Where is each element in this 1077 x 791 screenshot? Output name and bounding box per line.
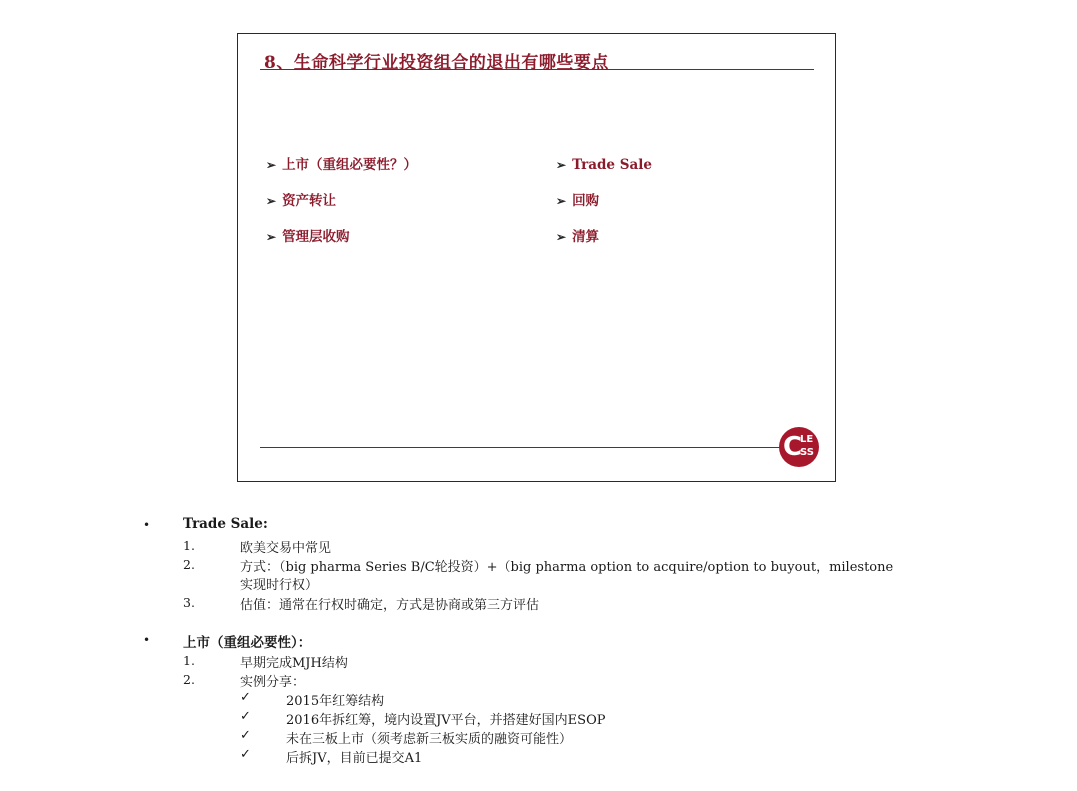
right-bullet-list	[556, 154, 652, 262]
slide-bullet-label: Trade Sale	[572, 157, 652, 173]
arrow-bullet-icon: ➢	[556, 194, 567, 208]
slide-bullet	[266, 154, 417, 190]
section-title: Trade Sale:	[183, 516, 268, 532]
check-item: 2016年拆红筹，境内设置JV平台，并搭建好国内ESOP	[286, 713, 606, 728]
slide-bullet	[556, 226, 652, 262]
logo-letters-le: LE	[800, 434, 814, 445]
item-text: 早期完成MJH结构	[240, 656, 348, 671]
slide-bullet	[266, 190, 417, 226]
arrow-bullet-icon: ➢	[556, 230, 567, 244]
slide-frame	[237, 33, 836, 482]
slide-bullet	[556, 154, 652, 190]
check-item: 后拆JV，目前已提交A1	[286, 751, 423, 766]
check-icon: ✓	[240, 690, 251, 705]
section-bullet-icon: •	[143, 518, 151, 532]
logo-letters-ss: SS	[800, 447, 814, 458]
arrow-bullet-icon: ➢	[266, 158, 277, 172]
section-bullet-icon: •	[143, 633, 151, 647]
item-text-continued: 实现时行权）	[240, 578, 319, 593]
logo-letter-c: C	[783, 432, 803, 462]
arrow-bullet-icon: ➢	[556, 158, 567, 172]
left-bullet-list	[266, 154, 417, 262]
slide-title: 8、生命科学行业投资组合的退出有哪些要点	[264, 53, 609, 73]
item-number: 3.	[183, 595, 195, 610]
arrow-bullet-icon: ➢	[266, 194, 277, 208]
slide-bullet-label: 清算	[572, 229, 600, 245]
slide-bullet	[556, 190, 652, 226]
item-number: 1.	[183, 653, 195, 668]
arrow-bullet-icon: ➢	[266, 230, 277, 244]
check-item: 未在三板上市（须考虑新三板实质的融资可能性）	[286, 732, 573, 747]
item-number: 2.	[183, 557, 195, 572]
title-rule	[260, 69, 814, 70]
slide-bullet	[266, 226, 417, 262]
item-number: 1.	[183, 538, 195, 553]
slide-bullet-label: 资产转让	[282, 193, 337, 209]
check-icon: ✓	[240, 728, 251, 743]
slide-bullet-label: 管理层收购	[282, 229, 350, 245]
slide-bullet-label: 回购	[572, 193, 600, 209]
item-number: 2.	[183, 672, 195, 687]
item-text: 实例分享：	[240, 675, 306, 690]
slide-bullet-label: 上市（重组必要性？）	[282, 157, 418, 173]
footer-rule	[260, 447, 780, 448]
cless-logo	[779, 427, 819, 467]
item-text: 欧美交易中常见	[240, 541, 332, 556]
check-icon: ✓	[240, 747, 251, 762]
check-icon: ✓	[240, 709, 251, 724]
section-title: 上市（重组必要性）：	[183, 635, 312, 651]
item-text: 估值：通常在行权时确定，方式是协商或第三方评估	[240, 598, 540, 613]
item-text: 方式：（big pharma Series B/C轮投资）+（big pharma option to acquire/option to buyout，milestone	[240, 560, 894, 575]
check-item: 2015年红筹结构	[286, 694, 385, 709]
